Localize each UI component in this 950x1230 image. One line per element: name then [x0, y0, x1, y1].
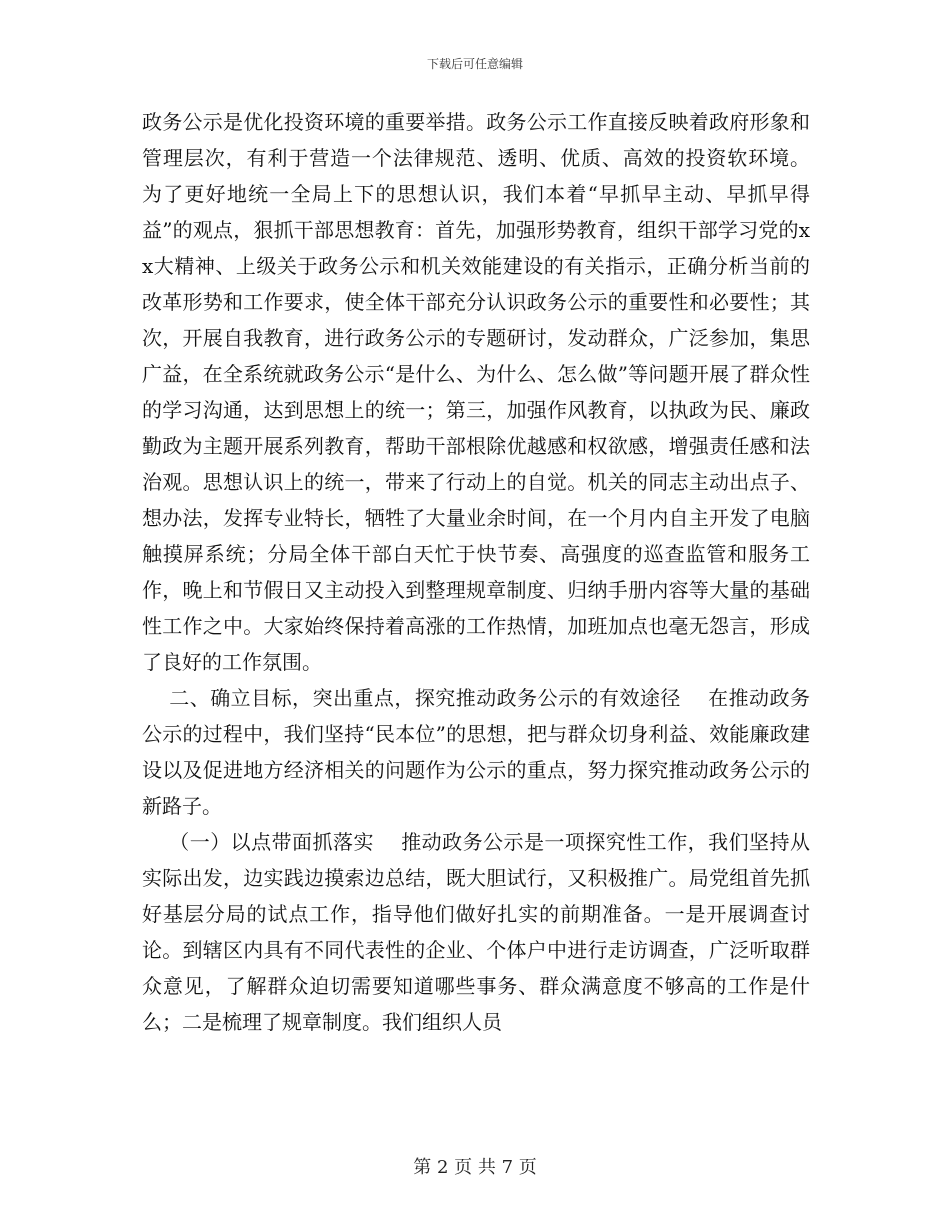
paragraph-1: 政务公示是优化投资环境的重要举措。政务公示工作直接反映着政府形象和管理层次，有利于营造一个法律规范、透明、优质、高效的投资软环境。 为了更好地统一全局上下的思想认识，我们本着“早抓早主动、早抓早得益”的观点，狠抓干部思想教育：首先，加强形势教育，组织干部学习党的xx大精神、上级关于政务公示和机关效能建设的有关指示，正确分析当前的改革形势和工作要求，使全体干部充分认识政务公示的重要性和必要性；其次，开展自我教育，进行政务公示的专题研讨，发动群众，广泛参加，集思广益，在全系统就政务公示“是什么、为什么、怎么做”等问题开展了群众性的学习沟通，达到思想上的统一；第三，加强作风教育，以执政为民、廉政勤政为主题开展系列教育，帮助干部根除优越感和权欲感，增强责任感和法治观。思想认识上的统一，带来了行动上的自觉。机关的同志主动出点子、想办法，发挥专业特长，牺牲了大量业余时间，在一个月内自主开发了电脑触摸屏系统；分局全体干部白天忙于快节奏、高强度的巡查监管和服务工作，晚上和节假日又主动投入到整理规章制度、归纳手册内容等大量的基础性工作之中。大家始终保持着高涨的工作热情，加班加点也毫无怨言，形成了良好的工作氛围。	[142, 110, 836, 674]
footer-middle: 页 共	[454, 1157, 496, 1178]
page-footer	[0, 1153, 950, 1179]
footer-suffix: 页	[518, 1157, 537, 1178]
page-header: 下载后可任意编辑	[426, 57, 523, 71]
document-body	[142, 104, 836, 1040]
total-page-number: 7	[501, 1157, 514, 1178]
current-page-number: 2	[436, 1157, 449, 1178]
paragraph-2: 二、确立目标，突出重点，探究推动政务公示的有效途径 在推动政务公示的过程中，我们坚持“民本位”的思想，把与群众切身利益、效能廉政建设以及促进地方经济相关的问题作为公示的重点，努力探究推动政务公示的新路子。	[142, 686, 810, 818]
paragraph-3: （一）以点带面抓落实 推动政务公示是一项探究性工作，我们坚持从实际出发，边实践边摸索边总结，既大胆试行，又积极推广。局党组首先抓好基层分局的试点工作，指导他们做好扎实的前期准备。一是开展调查讨论。到辖区内具有不同代表性的企业、个体户中进行走访调查，广泛听取群众意见，了解群众迫切需要知道哪些事务、群众满意度不够高的工作是什么；二是梳理了规章制度。我们组织人员	[142, 830, 810, 1034]
footer-prefix: 第	[413, 1157, 432, 1178]
